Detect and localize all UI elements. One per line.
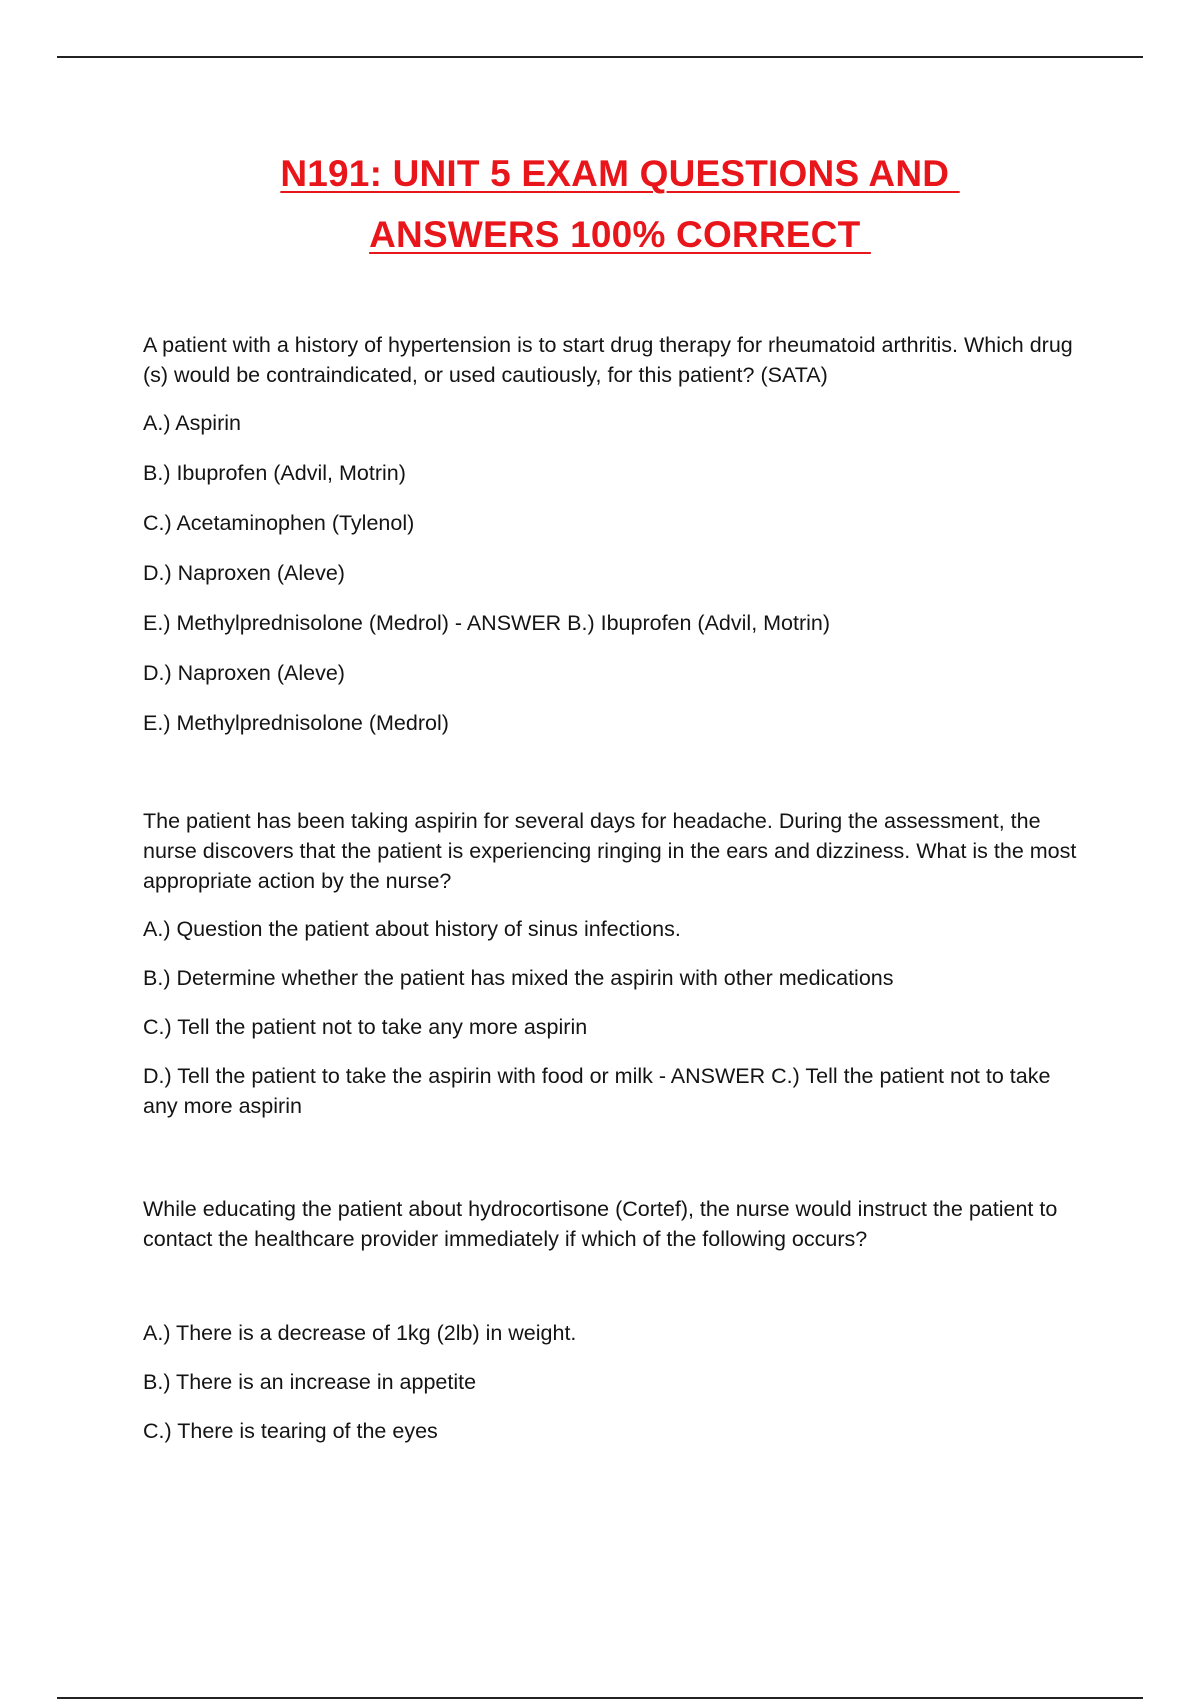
answer-option: A.) There is a decrease of 1kg (2lb) in weight. bbox=[143, 1321, 577, 1345]
answer-option: D.) Tell the patient to take the aspirin with food or milk - ANSWER C.) Tell the patient not to take any more aspirin bbox=[143, 1064, 1051, 1118]
answer-option: B.) Determine whether the patient has mixed the aspirin with other medications bbox=[143, 966, 894, 990]
answer-option: D.) Naproxen (Aleve) bbox=[143, 661, 345, 685]
bottom-rule bbox=[57, 1697, 1143, 1699]
answer-option: C.) Acetaminophen (Tylenol) bbox=[143, 511, 415, 535]
question-stem: A patient with a history of hypertension is to start drug therapy for rheumatoid arthritis. Which drug (s) would be contraindicated, or used cautiously, for this patient? (SATA) bbox=[143, 333, 1073, 387]
question-2 bbox=[143, 806, 1083, 1140]
top-rule bbox=[57, 56, 1143, 58]
question-stem: While educating the patient about hydrocortisone (Cortef), the nurse would instruct the patient to contact the healthcare provider immediately if which of the following occurs? bbox=[143, 1197, 1058, 1251]
title-line-1: N191: UNIT 5 EXAM QUESTIONS AND bbox=[280, 153, 960, 194]
question-1 bbox=[143, 330, 1083, 758]
question-stem: The patient has been taking aspirin for several days for headache. During the assessment, the nurse discovers that the patient is experiencing ringing in the ears and dizziness. What is the most appropriate action by the nurse? bbox=[143, 809, 1077, 893]
answer-option: E.) Methylprednisolone (Medrol) - ANSWER B.) Ibuprofen (Advil, Motrin) bbox=[143, 611, 831, 635]
answer-option: A.) Aspirin bbox=[143, 411, 241, 435]
answer-option: C.) There is tearing of the eyes bbox=[143, 1419, 438, 1443]
title-line-2: ANSWERS 100% CORRECT bbox=[369, 214, 871, 255]
answer-option: B.) There is an increase in appetite bbox=[143, 1370, 477, 1394]
answer-option: D.) Naproxen (Aleve) bbox=[143, 561, 345, 585]
answer-option: C.) Tell the patient not to take any more aspirin bbox=[143, 1015, 588, 1039]
answer-option: A.) Question the patient about history of sinus infections. bbox=[143, 917, 681, 941]
document-title bbox=[0, 143, 1200, 265]
question-3 bbox=[143, 1194, 1083, 1465]
answer-option: B.) Ibuprofen (Advil, Motrin) bbox=[143, 461, 406, 485]
answer-option: E.) Methylprednisolone (Medrol) bbox=[143, 711, 449, 735]
